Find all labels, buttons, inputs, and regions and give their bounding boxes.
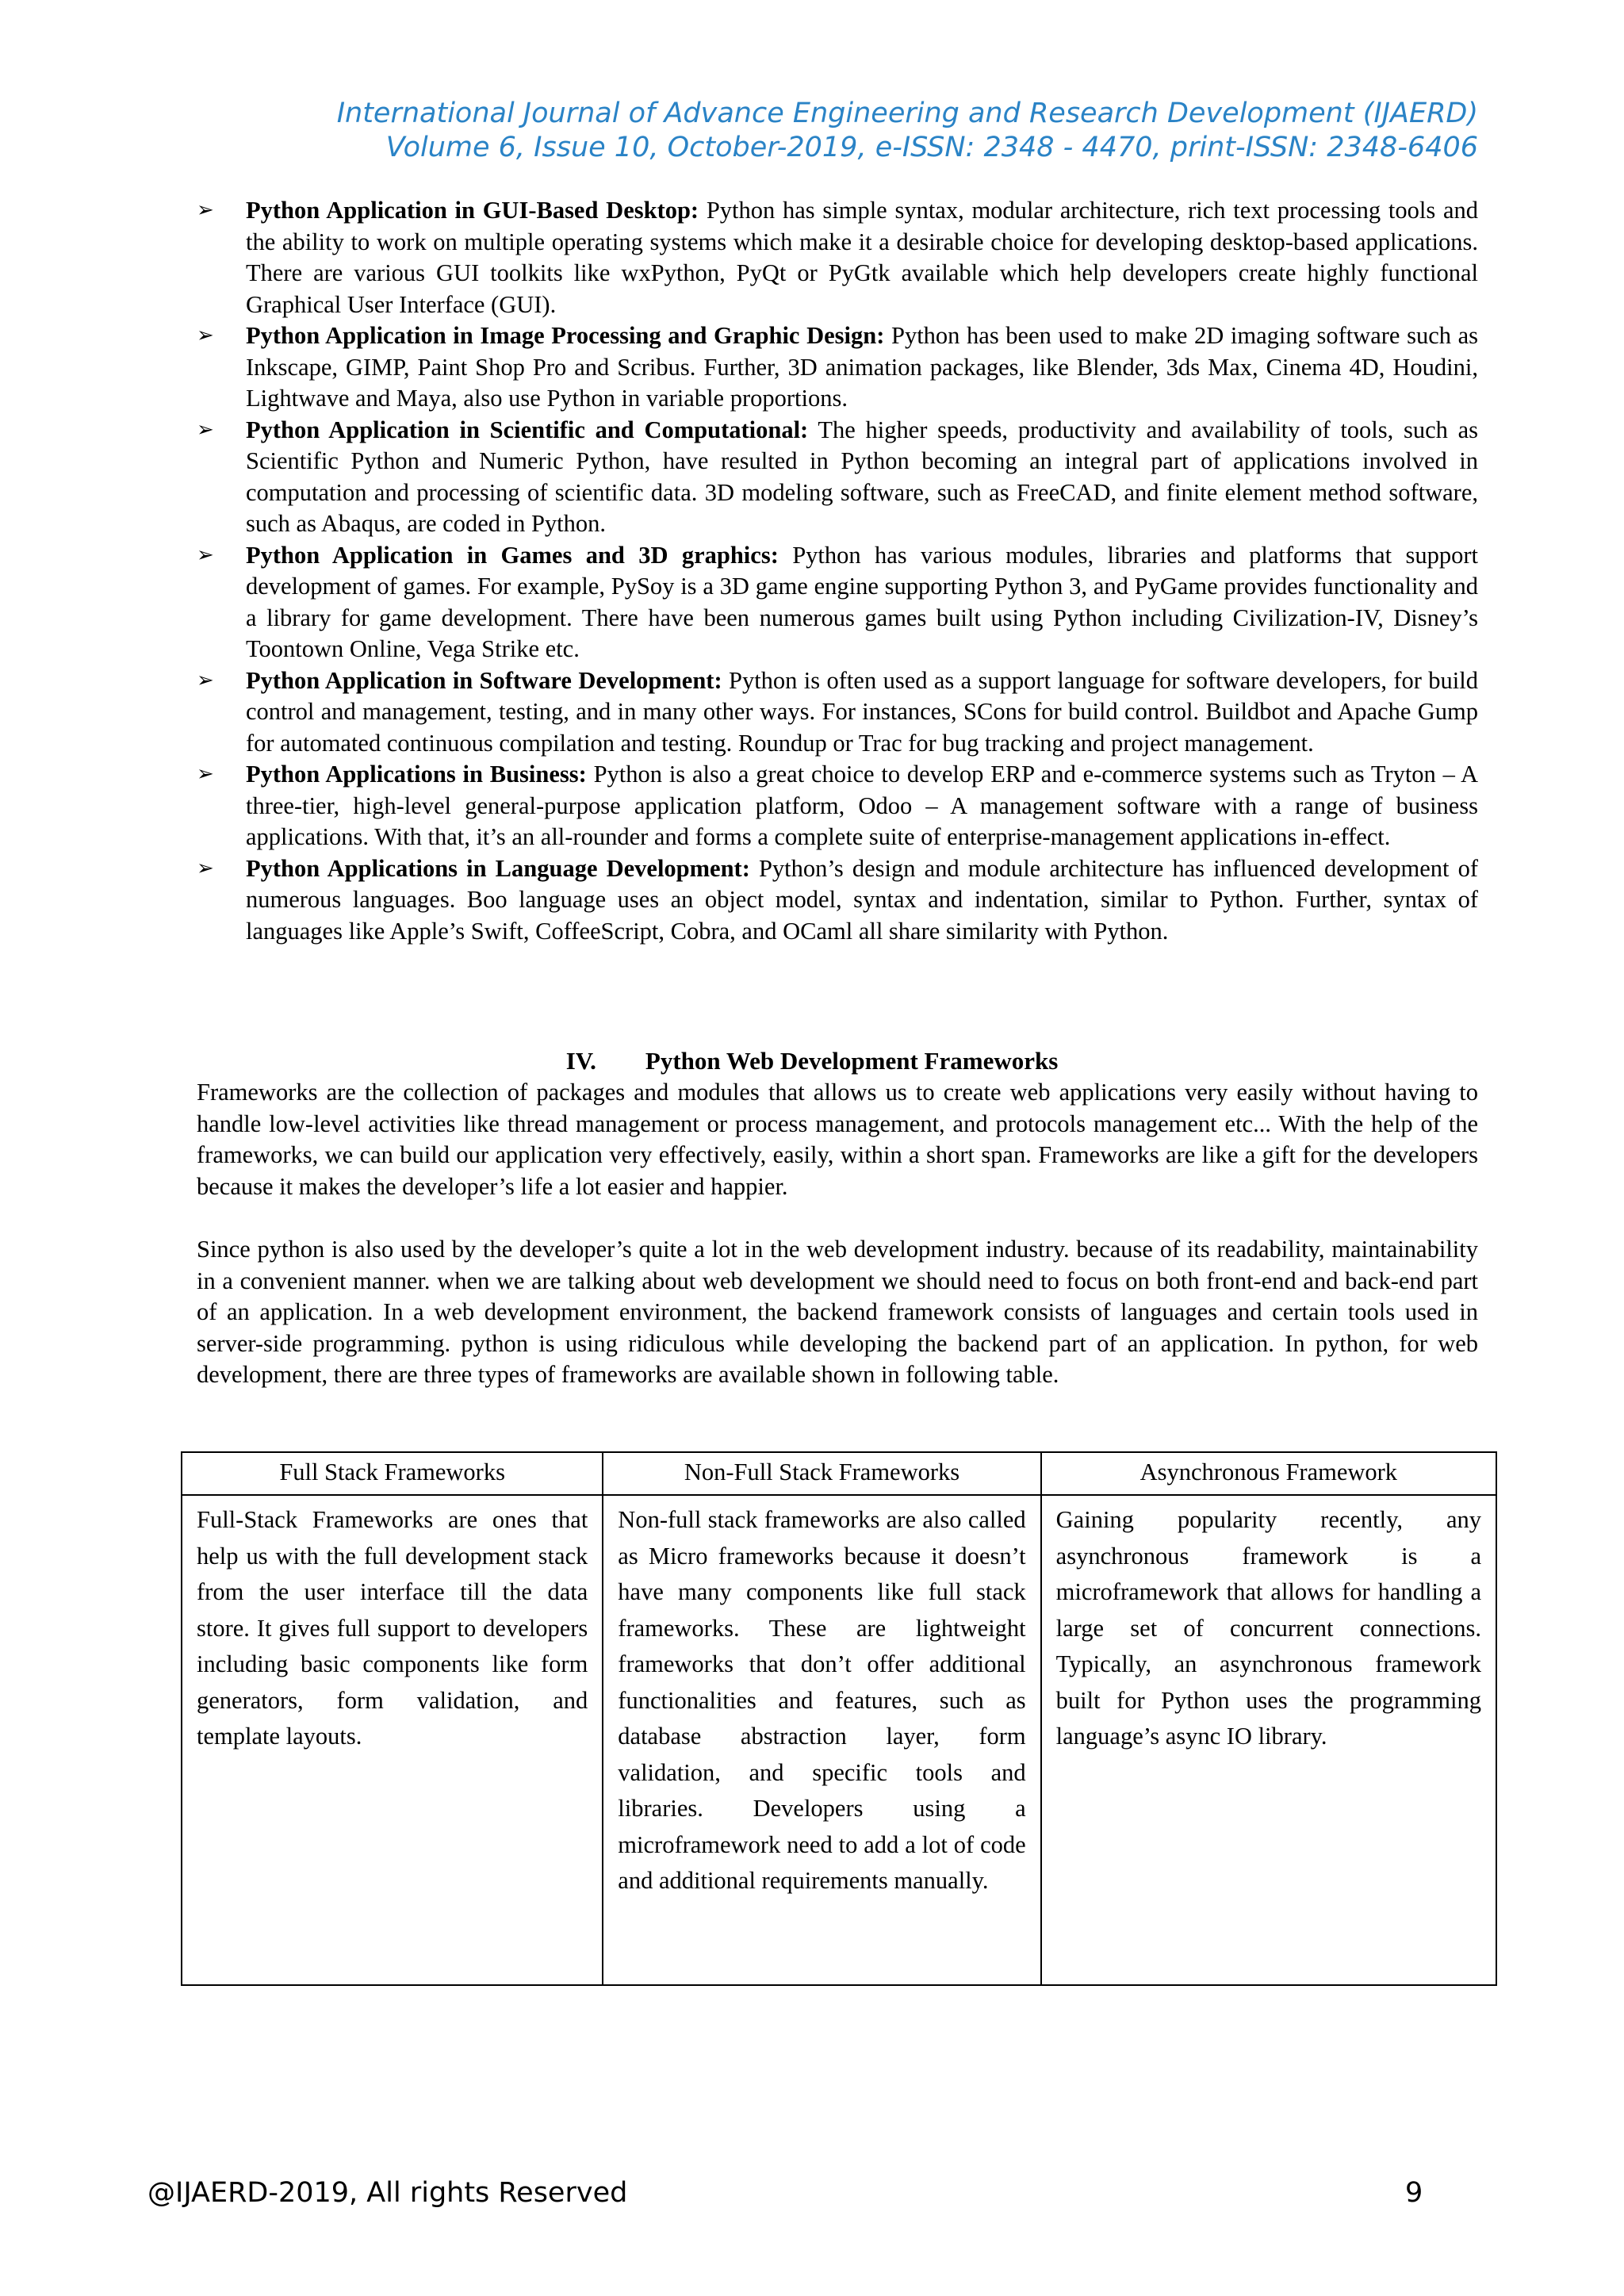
- list-item-title: Python Application in GUI-Based Desktop:: [246, 197, 699, 224]
- table-header-cell: Non-Full Stack Frameworks: [603, 1452, 1040, 1495]
- table-row: [182, 1495, 1496, 1985]
- section-heading: [0, 1045, 1624, 1077]
- list-item-title: Python Applications in Business:: [246, 761, 587, 788]
- application-list: [197, 195, 1478, 947]
- list-item: [197, 759, 1478, 853]
- table-cell: Gaining popularity recently, any asynchronous framework is a microframework that allows for handling a large set of concurrent connections. Typically, an asynchronous framework built for Python uses the programming language’s async IO library.: [1041, 1495, 1496, 1985]
- list-item-text: Python is also a great choice to develop ERP and e-commerce systems such as Tryton – A three-tier, high-level general-purpose application platform, Odoo – A management software with a range of business applications. With that, it’s an all-rounder and forms a complete suite of enterprise-management applications in-effect.: [246, 761, 1478, 850]
- list-item-text: Python’s design and module architecture has influenced development of numerous languages. Boo language uses an object model, syntax and indentation, similar to Python. Further, syntax of languages like Apple’s Swift, CoffeeScript, Cobra, and OCaml all share similarity with Python.: [246, 854, 1478, 945]
- table-cell: Full-Stack Frameworks are ones that help us with the full development stack from the user interface till the data store. It gives full support to developers including basic components like form generators, form validation, and template layouts.: [182, 1495, 603, 1985]
- arrow-bullet-icon: ➢: [197, 542, 214, 567]
- table-cell: Non-full stack frameworks are also called as Micro frameworks because it doesn’t have many components like full stack frameworks. These are lightweight frameworks that don’t offer additional functionalities and features, such as database abstraction layer, form validation, and specific tools and libraries. Developers using a microframework need to add a lot of code and additional requirements manually.: [603, 1495, 1040, 1985]
- list-item-title: Python Application in Games and 3D graphics:: [246, 541, 779, 569]
- list-item-text: The higher speeds, productivity and availability of tools, such as Scientific Python and Numeric Python, have resulted in Python becoming an integral part of applications involved in computation and processing of scientific data. 3D modeling software, such as FreeCAD, and finite element method software, such as Abaqus, are coded in Python.: [246, 416, 1478, 537]
- list-item-title: Python Application in Software Development:: [246, 666, 722, 694]
- list-item-text: Python has simple syntax, modular architecture, rich text processing tools and the ability to work on multiple operating systems which make it a desirable choice for developing desktop-based applications. There are various GUI toolkits like wxPython, PyQt or PyGtk available which help developers create highly functional Graphical User Interface (GUI).: [246, 197, 1478, 318]
- body-paragraph: Frameworks are the collection of packages and modules that allows us to create web applications very easily without having to handle low-level activities like thread management or process management, and protocols management etc... With the help of the frameworks, we can build our application very effectively, easily, within a short span. Frameworks are like a gift for the developers because it makes the developer’s life a lot easier and happier.: [197, 1079, 1478, 1200]
- list-item-title: Python Applications in Language Development:: [246, 854, 750, 882]
- list-item-title: Python Application in Image Processing and Graphic Design:: [246, 322, 885, 349]
- table-header-cell: Asynchronous Framework: [1041, 1452, 1496, 1495]
- page-number: 9: [1405, 2177, 1423, 2209]
- journal-header: [337, 97, 1478, 165]
- frameworks-table: [181, 1451, 1497, 1986]
- list-item-text: Python has been used to make 2D imaging software such as Inkscape, GIMP, Paint Shop Pro and Scribus. Further, 3D animation packages, like Blender, 3ds Max, Cinema 4D, Houdini, Lightwave and Maya, also use Python in variable proportions.: [246, 322, 1479, 412]
- arrow-bullet-icon: ➢: [197, 198, 214, 222]
- section-number: IV.: [565, 1047, 596, 1075]
- arrow-bullet-icon: ➢: [197, 324, 214, 347]
- list-item: [197, 540, 1478, 665]
- list-item: [197, 320, 1478, 415]
- list-item-text: Python has various modules, libraries and platforms that support development of games. For example, PySoy is a 3D game engine supporting Python 3, and PyGame provides functionality and a library for game development. There have been numerous games built using Python including Civilization-IV, Disney’s Toontown Online, Vega Strike etc.: [246, 541, 1478, 662]
- list-item-title: Python Application in Scientific and Computational:: [246, 416, 809, 443]
- list-item: [197, 195, 1478, 320]
- arrow-bullet-icon: ➢: [197, 856, 214, 880]
- journal-title: International Journal of Advance Engineering and Research Development (IJAERD): [336, 98, 1478, 129]
- list-item-text: Python is often used as a support language for software developers, for build control and management, testing, and in many other ways. For instances, SCons for build control. Buildbot and Apache Gump for automated continuous compilation and testing. Roundup or Trac for bug tracking and project management.: [246, 666, 1478, 757]
- arrow-bullet-icon: ➢: [197, 762, 214, 786]
- body-paragraph: Since python is also used by the developer’s quite a lot in the web development industry. because of its readability, maintainability in a convenient manner. when we are talking about web development we should need to focus on both front-end and back-end part of an application. In a web development environment, the backend framework consists of languages and certain tools used in server-side programming. python is using ridiculous while developing the backend part of an application. In python, for web development, there are three types of frameworks are available shown in following table.: [197, 1236, 1478, 1388]
- list-item: [197, 415, 1478, 540]
- table-header-cell: Full Stack Frameworks: [182, 1452, 603, 1495]
- table-header-row: [182, 1452, 1496, 1495]
- list-item: [197, 665, 1478, 760]
- journal-issue: Volume 6, Issue 10, October-2019, e-ISSN: 2348 - 4470, print-ISSN: 2348-6406: [385, 132, 1478, 163]
- arrow-bullet-icon: ➢: [197, 668, 214, 692]
- section-title: Python Web Development Frameworks: [645, 1047, 1059, 1075]
- list-item: [197, 853, 1478, 948]
- copyright-footer: @IJAERD-2019, All rights Reserved: [147, 2177, 628, 2209]
- arrow-bullet-icon: ➢: [197, 417, 214, 442]
